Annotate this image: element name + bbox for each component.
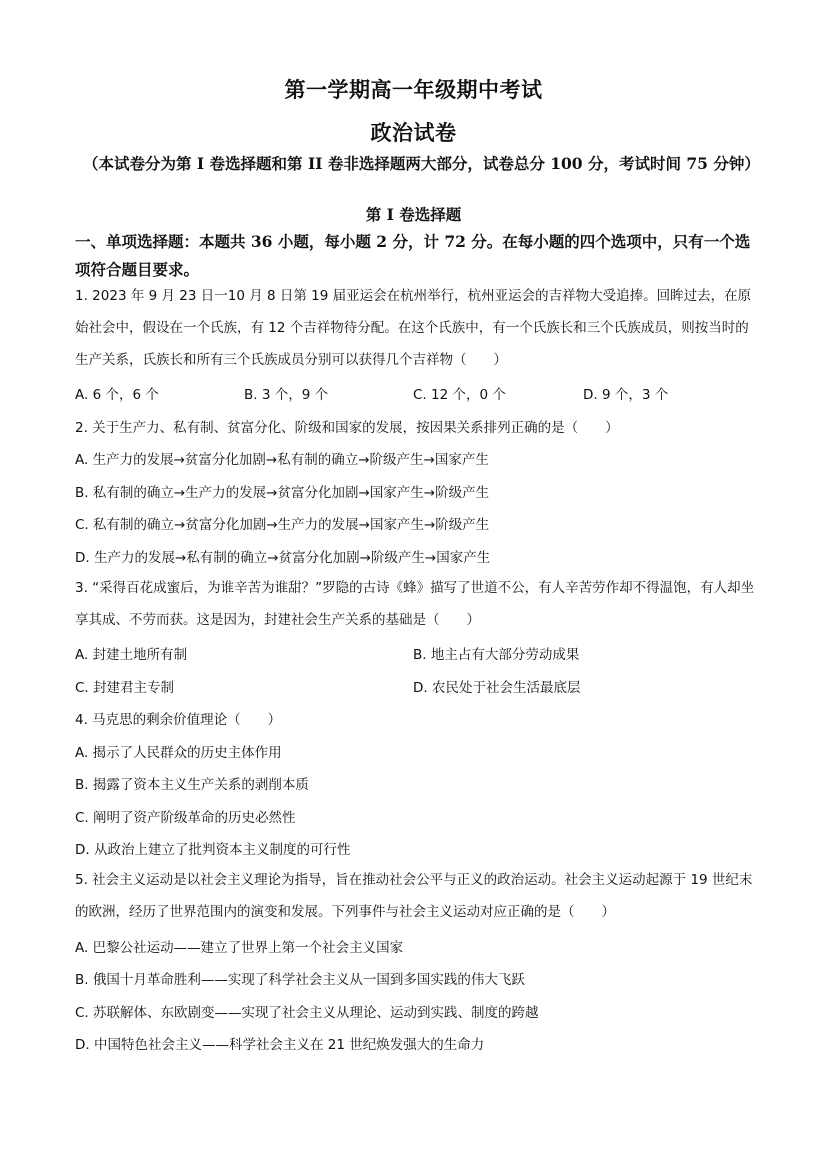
q1-option-a: A. 6 个，6 个 bbox=[75, 387, 159, 403]
q2-option-c: C. 私有制的确立→贫富分化加剧→生产力的发展→国家产生→阶级产生 bbox=[75, 517, 490, 533]
q5-option-d: D. 中国特色社会主义——科学社会主义在 21 世纪焕发强大的生命力 bbox=[75, 1037, 485, 1053]
subject-title: 政治试卷 bbox=[370, 120, 457, 145]
q1-option-c: C. 12 个，0 个 bbox=[413, 387, 506, 403]
question-3-stem: 3. “采得百花成蜜后，为谁辛苦为谁甜？”罗隐的古诗《蜂》描写了世道不公，有人辛苦劳作却不得温饱，有人却坐享其成、不劳而获。这是因为，封建社会生产关系的基础是（ ） bbox=[75, 580, 755, 628]
q1-option-b: B. 3 个，9 个 bbox=[244, 387, 329, 403]
q4-option-b: B. 揭露了资本主义生产关系的剥削本质 bbox=[75, 777, 309, 793]
q2-option-a: A. 生产力的发展→贫富分化加剧→私有制的确立→阶级产生→国家产生 bbox=[75, 452, 489, 468]
q3-option-b: B. 地主占有大部分劳动成果 bbox=[413, 647, 580, 663]
section-instruction: 一、单项选择题：本题共 36 小题，每小题 2 分，计 72 分。在每小题的四个选项中，只有一个选项符合题目要求。 bbox=[75, 232, 751, 279]
q5-option-b: B. 俄国十月革命胜利——实现了科学社会主义从一国到多国实践的伟大飞跃 bbox=[75, 972, 525, 988]
q5-option-c: C. 苏联解体、东欧剧变——实现了社会主义从理论、运动到实践、制度的跨越 bbox=[75, 1005, 539, 1021]
question-4-stem: 4. 马克思的剩余价值理论（ ） bbox=[75, 712, 282, 728]
question-2-stem: 2. 关于生产力、私有制、贫富分化、阶级和国家的发展，按因果关系排列正确的是（ ） bbox=[75, 420, 619, 436]
q4-option-c: C. 阐明了资产阶级革命的历史必然性 bbox=[75, 810, 296, 826]
exam-note: （本试卷分为第 I 卷选择题和第 II 卷非选择题两大部分，试卷总分 100 分，考试时间 75 分钟） bbox=[83, 154, 760, 173]
section-title: 第 I 卷选择题 bbox=[365, 205, 462, 224]
exam-title: 第一学期高一年级期中考试 bbox=[284, 77, 543, 102]
q4-option-a: A. 揭示了人民群众的历史主体作用 bbox=[75, 745, 282, 761]
question-5-stem: 5. 社会主义运动是以社会主义理论为指导，旨在推动社会公平与正义的政治运动。社会主义运动起源于 19 世纪末的欧洲，经历了世界范围内的演变和发展。下列事件与社会主义运动对应正确的是（ ） bbox=[75, 872, 753, 920]
q3-option-d: D. 农民处于社会生活最底层 bbox=[413, 680, 581, 696]
q5-option-a: A. 巴黎公社运动——建立了世界上第一个社会主义国家 bbox=[75, 940, 404, 956]
q3-option-c: C. 封建君主专制 bbox=[75, 680, 175, 696]
q2-option-d: D. 生产力的发展→私有制的确立→贫富分化加剧→阶级产生→国家产生 bbox=[75, 550, 491, 566]
q2-option-b: B. 私有制的确立→生产力的发展→贫富分化加剧→国家产生→阶级产生 bbox=[75, 485, 490, 501]
q1-option-d: D. 9 个，3 个 bbox=[583, 387, 669, 403]
q3-option-a: A. 封建土地所有制 bbox=[75, 647, 188, 663]
q4-option-d: D. 从政治上建立了批判资本主义制度的可行性 bbox=[75, 842, 351, 858]
question-1-stem: 1. 2023 年 9 月 23 日一10 月 8 日第 19 届亚运会在杭州举行，杭州亚运会的吉祥物大受追捧。回眸过去，在原始社会中，假设在一个氏族，有 12 个吉祥物待分配。在这个氏族中，有一个氏族长和三个氏族成员，则按当时的生产关系，氏族长和所有三个氏族成员分别可以获得几个吉祥物（ ） bbox=[75, 288, 752, 368]
